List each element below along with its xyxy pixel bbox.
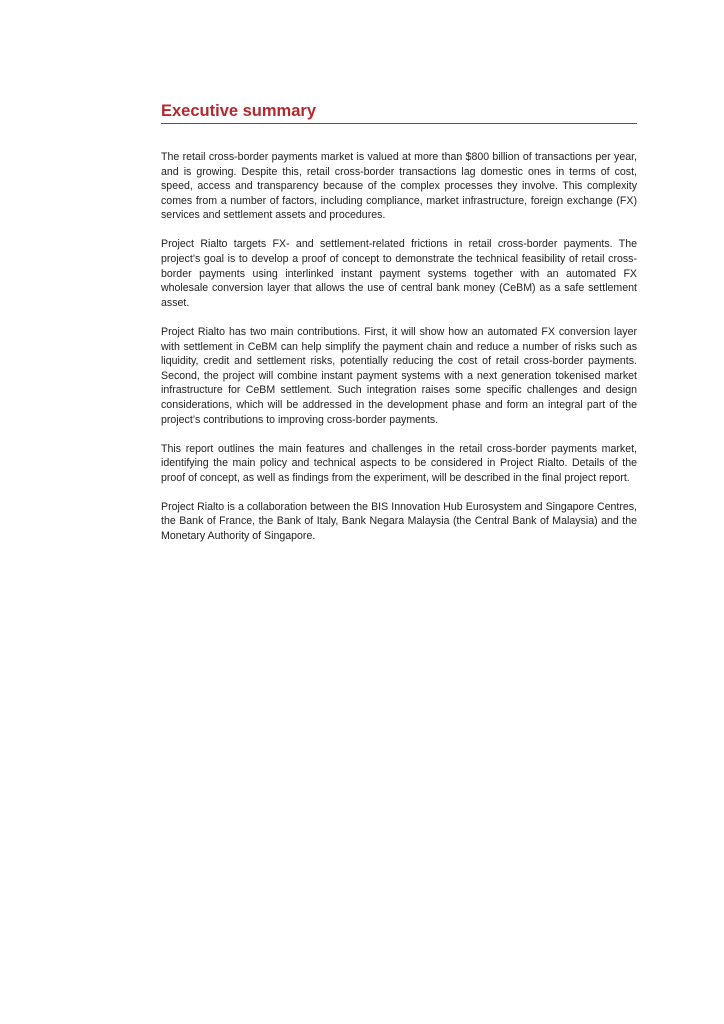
- paragraph-contributions: Project Rialto has two main contributions. First, it will show how an automated FX conversion layer with settlement in CeBM can help simplify the payment chain and reduce a number of risks such as liquidity, credit and settlement risks, potentially reducing the cost of retail cross-border payments. Second, the project will combine instant payment systems with a next generation tokenised market infrastructure for CeBM settlement. Such integration raises some specific challenges and design considerations, which will be addressed in the development phase and form an integral part of the project’s contributions to improving cross-border payments.: [161, 325, 637, 426]
- paragraph-collaboration: Project Rialto is a collaboration between the BIS Innovation Hub Eurosystem and Singapore Centres, the Bank of France, the Bank of Italy, Bank Negara Malaysia (the Central Bank of Malaysia) and the Monetary Authority of Singapore.: [161, 500, 637, 543]
- paragraph-project-goal: Project Rialto targets FX- and settlement-related frictions in retail cross-border payments. The project’s goal is to develop a proof of concept to demonstrate the technical feasibility of retail cross-border payments using interlinked instant payment systems together with an automated FX wholesale conversion layer that allows the use of central bank money (CeBM) as a safe settlement asset.: [161, 238, 637, 309]
- section-title: Executive summary: [161, 100, 637, 124]
- section-body: [161, 150, 637, 558]
- paragraph-report-outline: This report outlines the main features and challenges in the retail cross-border payments market, identifying the main policy and technical aspects to be considered in Project Rialto. Details of the proof of concept, as well as findings from the experiment, will be described in the final project report.: [161, 442, 637, 484]
- paragraph-market-overview: The retail cross-border payments market is valued at more than $800 billion of transactions per year, and is growing. Despite this, retail cross-border transactions lag domestic ones in terms of cost, speed, access and transparency because of the complex processes they involve. This complexity comes from a number of factors, including compliance, market infrastructure, foreign exchange (FX) services and settlement assets and procedures.: [161, 151, 637, 222]
